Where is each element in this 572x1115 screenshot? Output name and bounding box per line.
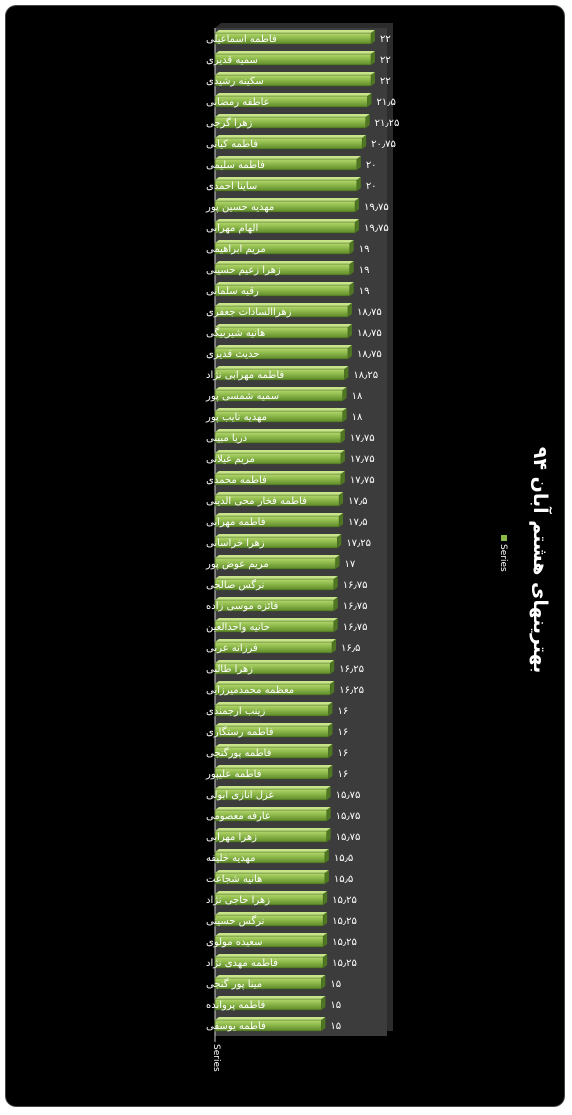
- category-label: فاطمه مهرابی نژاد: [206, 370, 285, 381]
- series-axis-label: Series‏: [211, 1044, 221, 1072]
- category-label: فاطمه کیانی: [206, 139, 259, 150]
- category-label: حدیث قدیری: [206, 349, 260, 360]
- data-label: ۲۲: [380, 76, 391, 87]
- data-label: ۱۵: [330, 979, 342, 990]
- bar-top-face: [215, 807, 331, 810]
- bar-top-face: [215, 975, 325, 978]
- bar-top-face: [215, 576, 338, 579]
- category-label: نرگس صالحی: [206, 580, 265, 591]
- bar-top-face: [215, 996, 325, 999]
- bar-top-face: [215, 387, 347, 390]
- data-label: ۱۵٫۵: [333, 874, 354, 885]
- data-label: ۱۹٫۷۵: [364, 202, 389, 213]
- category-label: مریم غیلانی: [206, 454, 255, 465]
- data-label: ۱۵٫۷۵: [335, 811, 361, 822]
- category-label: مهدیه خلیفه: [206, 853, 256, 864]
- category-label: غزل انازی ابولی: [206, 790, 274, 801]
- data-label: ۱۵٫۲۵: [332, 895, 357, 906]
- data-label: ۱۵٫۲۵: [332, 916, 357, 927]
- bar-top-face: [215, 618, 338, 621]
- bar-top-face: [215, 828, 331, 831]
- bar-top-face: [215, 429, 345, 432]
- category-label: مهدیه نایب پور: [206, 412, 267, 423]
- data-label: ۱۹٫۷۵: [364, 223, 389, 234]
- category-label: فاطمه رستگاری: [206, 727, 274, 738]
- category-label: ساینا احمدی: [206, 181, 258, 192]
- data-label: ۱۵: [330, 1021, 342, 1032]
- data-label: ۲۰: [365, 160, 377, 171]
- category-label: مهدیه حسین پور: [206, 202, 275, 213]
- bar-top-face: [215, 786, 331, 789]
- category-label: فاطمه فخار محی الدینی: [206, 496, 307, 507]
- data-label: ۱۷٫۲۵: [346, 538, 372, 549]
- bar-top-face: [215, 639, 336, 642]
- bar-top-face: [215, 366, 348, 369]
- data-label: ۱۸: [351, 391, 363, 402]
- bar-top-face: [215, 282, 354, 285]
- data-label: ۲۲: [380, 34, 391, 45]
- data-label: ۱۶: [337, 769, 349, 780]
- legend-label: Series‏: [498, 544, 508, 572]
- bar-top-face: [215, 156, 361, 159]
- data-label: ۱۶٫۵: [341, 643, 361, 654]
- category-label: زهرا حاجی نژاد: [206, 895, 271, 906]
- bar-top-face: [215, 471, 345, 474]
- category-label: زهرا خراسانی: [206, 538, 265, 549]
- category-label: عاطفه رمضانی: [206, 97, 270, 108]
- category-label: زهرا طالبی: [206, 664, 253, 675]
- data-label: ۱۷: [344, 559, 356, 570]
- data-label: ۲۲: [380, 55, 391, 66]
- data-label: ۱۵٫۲۵: [332, 958, 357, 969]
- data-label: ۱۶٫۲۵: [339, 664, 364, 675]
- category-label: معظمه محمدمیرزایی: [206, 685, 295, 696]
- data-label: ۱۷٫۵: [348, 517, 368, 528]
- bar-top-face: [215, 891, 327, 894]
- bar-top-face: [215, 702, 332, 705]
- data-label: ۱۶٫۷۵: [342, 622, 368, 633]
- bar-top-face: [215, 765, 332, 768]
- data-label: ۱۶٫۲۵: [339, 685, 364, 696]
- chart-title: بهترینهای هشتم آبان ۹۴: [529, 446, 551, 674]
- category-label: فاطمه یوسفی: [206, 1021, 266, 1032]
- bar-top-face: [215, 51, 375, 54]
- bar-top-face: [215, 135, 366, 138]
- bar-top-face: [215, 954, 327, 957]
- bar-top-face: [215, 744, 332, 747]
- bar-top-face: [215, 240, 354, 243]
- bar-top-face: [215, 849, 329, 852]
- category-label: فاطمه مهرابی: [206, 517, 266, 528]
- bar-top-face: [215, 492, 343, 495]
- bar-top-face: [215, 345, 352, 348]
- bar-top-face: [215, 114, 370, 117]
- category-label: زهرا زعیم حسینی: [206, 265, 281, 276]
- bar-top-face: [215, 303, 352, 306]
- bar-top-face: [215, 933, 327, 936]
- bar-top-face: [215, 1017, 325, 1020]
- bar-top-face: [215, 177, 361, 180]
- bar-top-face: [215, 198, 359, 201]
- bar-top-face: [215, 93, 371, 96]
- data-label: ۱۵٫۷۵: [335, 832, 361, 843]
- bar-top-face: [215, 912, 327, 915]
- data-label: ۱۷٫۷۵: [349, 433, 375, 444]
- bar-top-face: [215, 30, 375, 33]
- data-label: ۱۹: [358, 286, 370, 297]
- bar-top-face: [215, 72, 375, 75]
- category-label: فرزانه عربی: [206, 643, 258, 654]
- data-label: ۱۸٫۷۵: [356, 349, 382, 360]
- category-label: سعیده مولوی: [206, 937, 263, 948]
- data-label: ۲۱٫۵: [376, 97, 396, 108]
- data-label: ۱۷٫۵: [348, 496, 368, 507]
- bar-top-face: [215, 513, 343, 516]
- data-label: ۱۵٫۵: [333, 853, 354, 864]
- category-label: هانیه شیربیگی: [206, 328, 266, 339]
- category-label: مریم عوض پور: [206, 559, 269, 570]
- category-label: فاطمه مهدی نژاد: [206, 958, 278, 969]
- bar-top-face: [215, 408, 347, 411]
- data-label: ۱۷٫۷۵: [349, 475, 375, 486]
- data-label: ۱۸٫۷۵: [356, 328, 382, 339]
- category-label: حانیه واحدالعین: [206, 622, 270, 633]
- data-label: ۲۰: [365, 181, 377, 192]
- category-label: فاطمه سلیمی: [206, 160, 265, 171]
- data-label: ۱۶: [337, 748, 349, 759]
- bar-top-face: [215, 660, 334, 663]
- bar-top-face: [215, 450, 345, 453]
- category-label: سکینه رشیدی: [206, 76, 264, 87]
- category-label: نرگس حسینی: [206, 916, 265, 927]
- data-label: ۲۰٫۷۵: [371, 139, 396, 150]
- bar-top-face: [215, 534, 341, 537]
- data-label: ۲۱٫۲۵: [374, 118, 400, 129]
- bar-top-face: [215, 219, 359, 222]
- data-label: ۱۵٫۲۵: [332, 937, 357, 948]
- category-label: فاطمه پروانده: [206, 1000, 266, 1011]
- category-label: دریا مبینی: [206, 433, 248, 444]
- category-label: فائزه موسی زاده: [206, 601, 279, 612]
- category-label: سمیه شمسی پور: [206, 391, 280, 402]
- category-label: سمیه قدیری: [206, 55, 258, 66]
- data-label: ۱۶٫۷۵: [342, 601, 368, 612]
- category-label: رقیه سلمانی: [206, 286, 259, 297]
- category-label: فاطمه علیپور: [206, 769, 262, 780]
- category-label: فاطمه پورگنجی: [206, 748, 272, 759]
- data-label: ۱۸٫۲۵: [353, 370, 379, 381]
- bar-top-face: [215, 324, 352, 327]
- data-label: ۱۹: [358, 244, 370, 255]
- data-label: ۱۶: [337, 706, 349, 717]
- data-label: ۱۶٫۷۵: [342, 580, 368, 591]
- bar-top-face: [215, 555, 340, 558]
- category-label: زهراالسادات جعفری: [206, 307, 292, 318]
- bar-top-face: [215, 597, 338, 600]
- data-label: ۱۵: [330, 1000, 342, 1011]
- data-label: ۱۹: [358, 265, 370, 276]
- bar-top-face: [215, 723, 332, 726]
- legend-swatch: [501, 535, 507, 541]
- category-label: زینب ارجمندی: [206, 706, 266, 717]
- category-label: فاطمه محمدی: [206, 475, 267, 486]
- category-label: زهرا مهرابی: [206, 832, 257, 843]
- data-label: ۱۸٫۷۵: [356, 307, 382, 318]
- category-label: مریم ابراهیمی: [206, 244, 266, 255]
- data-label: ۱۷٫۷۵: [349, 454, 375, 465]
- category-label: عارفه معصومی: [206, 811, 271, 822]
- bar-top-face: [215, 870, 329, 873]
- bar-top-face: [215, 261, 354, 264]
- category-label: مینا پور گنجی: [206, 979, 263, 990]
- data-label: ۱۶: [337, 727, 349, 738]
- category-label: فاطمه اسماعیلی: [206, 34, 277, 45]
- category-label: هانیه شجاعت: [206, 874, 263, 885]
- bar-top-face: [215, 681, 334, 684]
- category-label: زهرا گرجی: [206, 118, 253, 129]
- data-label: ۱۸: [351, 412, 363, 423]
- category-label: الهام مهرابی: [206, 223, 259, 234]
- data-label: ۱۵٫۷۵: [335, 790, 361, 801]
